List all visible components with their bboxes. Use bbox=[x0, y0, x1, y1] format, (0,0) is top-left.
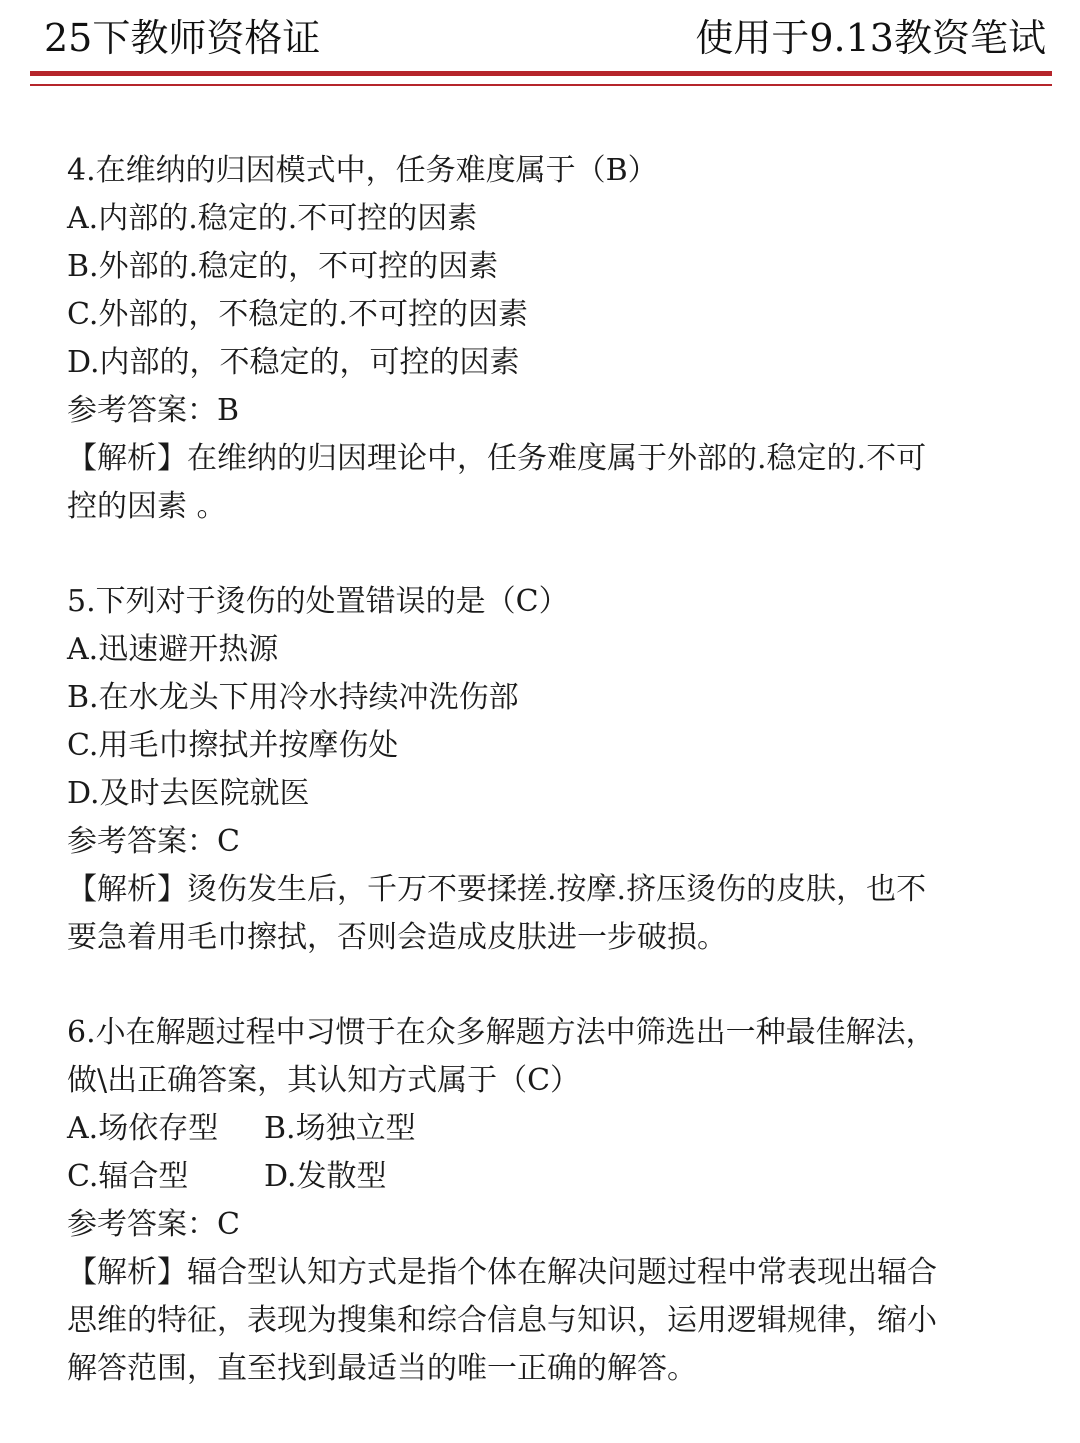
option-d: D.发散型 bbox=[264, 1159, 387, 1194]
option-c: C.外部的，不稳定的.不可控的因素 bbox=[67, 297, 528, 332]
header-left-title: 25下教师资格证 bbox=[44, 16, 321, 60]
option-b: B.在水龙头下用冷水持续冲洗伤部 bbox=[67, 680, 519, 715]
page-header bbox=[0, 0, 1080, 100]
spacer bbox=[67, 962, 1017, 1009]
option-b: B.场独立型 bbox=[264, 1111, 416, 1146]
option-a: A.场依存型 bbox=[67, 1111, 219, 1146]
analysis-line: 解答范围，直至找到最适当的唯一正确的解答。 bbox=[67, 1351, 697, 1386]
spacer bbox=[67, 531, 1017, 578]
option-a: A.内部的.稳定的.不可控的因素 bbox=[67, 201, 478, 236]
option-d: D.及时去医院就医 bbox=[67, 776, 310, 811]
question-stem: 做\出正确答案，其认知方式属于（C） bbox=[67, 1063, 581, 1098]
question-4 bbox=[67, 147, 1017, 531]
reference-answer: 参考答案：B bbox=[67, 393, 240, 428]
question-stem: 6.小在解题过程中习惯于在众多解题方法中筛选出一种最佳解法， bbox=[67, 1015, 936, 1050]
option-c: C.用毛巾擦拭并按摩伤处 bbox=[67, 728, 399, 763]
reference-answer: 参考答案：C bbox=[67, 1207, 240, 1242]
question-6 bbox=[67, 1009, 1017, 1393]
analysis-line: 【解析】在维纳的归因理论中，任务难度属于外部的.稳定的.不可 bbox=[67, 441, 927, 476]
header-rule-thick bbox=[30, 71, 1052, 76]
analysis-line: 控的因素 。 bbox=[67, 489, 227, 524]
option-c: C.辐合型 bbox=[67, 1159, 189, 1194]
option-b: B.外部的.稳定的，不可控的因素 bbox=[67, 249, 499, 284]
analysis-line: 思维的特征，表现为搜集和综合信息与知识，运用逻辑规律，缩小 bbox=[67, 1303, 937, 1338]
question-list bbox=[67, 147, 1017, 1393]
analysis-line: 【解析】烫伤发生后，千万不要揉搓.按摩.挤压烫伤的皮肤，也不 bbox=[67, 872, 927, 907]
option-d: D.内部的，不稳定的，可控的因素 bbox=[67, 345, 520, 380]
question-5 bbox=[67, 578, 1017, 962]
question-stem: 4.在维纳的归因模式中，任务难度属于（B） bbox=[67, 153, 658, 188]
options-row-1 bbox=[67, 1105, 1017, 1153]
header-rule-thin bbox=[30, 84, 1052, 86]
reference-answer: 参考答案：C bbox=[67, 824, 240, 859]
header-right-title: 使用于9.13教资笔试 bbox=[695, 16, 1046, 60]
analysis-line: 要急着用毛巾擦拭，否则会造成皮肤进一步破损。 bbox=[67, 920, 727, 955]
analysis-line: 【解析】辐合型认知方式是指个体在解决问题过程中常表现出辐合 bbox=[67, 1255, 937, 1290]
options-row-2 bbox=[67, 1153, 1017, 1201]
option-a: A.迅速避开热源 bbox=[67, 632, 279, 667]
question-stem: 5.下列对于烫伤的处置错误的是（C） bbox=[67, 584, 569, 619]
